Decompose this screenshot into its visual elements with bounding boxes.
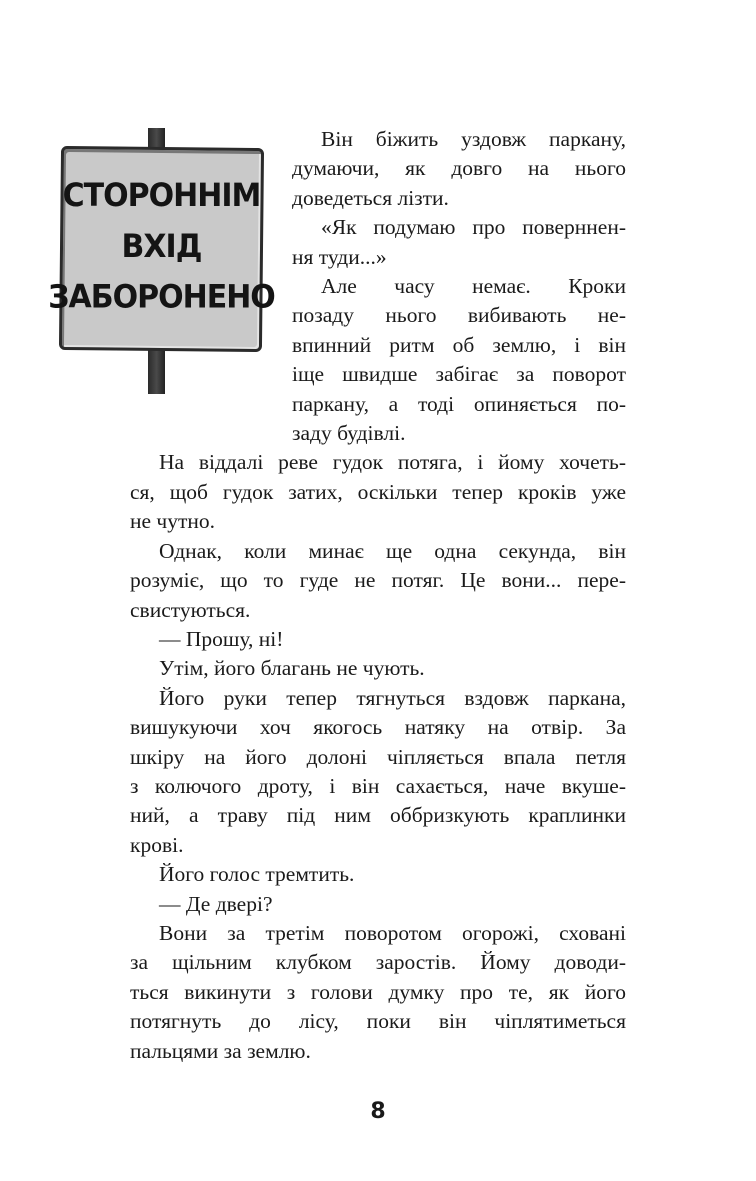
body-text xyxy=(130,125,626,1066)
sign-line-2: ВХІД xyxy=(121,227,202,265)
paragraph: Вони за третім поворотом огорожі, сховані за щільним клубком заростів. Йому доводи- ться викинути з голови думку про те, як його потягнуть до лісу, поки він чіплятиметься пальцями за землю. xyxy=(130,920,626,1063)
page-number: 8 xyxy=(370,1099,386,1124)
paragraph: Його руки тепер тягнуться вздовж паркана, вишукуючи хоч якогось натяку на отвір. За шкіру на його долоні чіпляється впала петля з колючого дроту, і він сахається, наче вкуше- ний, а траву під ним оббризкують краплинки крові. xyxy=(130,685,626,857)
sign-line-1: СТОРОННІМ xyxy=(62,176,261,215)
paragraph: «Як подумаю про поверннен- ня туди...» xyxy=(292,215,626,269)
paragraph: Але часу немає. Кроки позаду нього вибивають не- впинний ритм об землю, і він іще швидше забігає за поворот паркану, а тоді опиняється по- заду будівлі. xyxy=(292,274,626,446)
sign-line-3: ЗАБОРОНЕНО xyxy=(48,277,275,316)
paragraph: Він біжить уздовж паркану, думаючи, як довго на нього доведеться лізти. xyxy=(292,127,626,210)
paragraph: — Де двері? xyxy=(159,891,273,916)
paragraph: На віддалі реве гудок потяга, і йому хочеть- ся, щоб гудок затих, оскільки тепер кроків уже не чутно. xyxy=(130,450,626,534)
paragraph: Утім, його благань не чують. xyxy=(159,656,425,681)
paragraph: — Прошу, ні! xyxy=(159,626,284,651)
paragraph: Його голос тремтить. xyxy=(159,862,355,887)
paragraph: Однак, коли минає ще одна секунда, він розуміє, що то гуде не потяг. Це вони... пере- свистуються. xyxy=(130,538,626,622)
